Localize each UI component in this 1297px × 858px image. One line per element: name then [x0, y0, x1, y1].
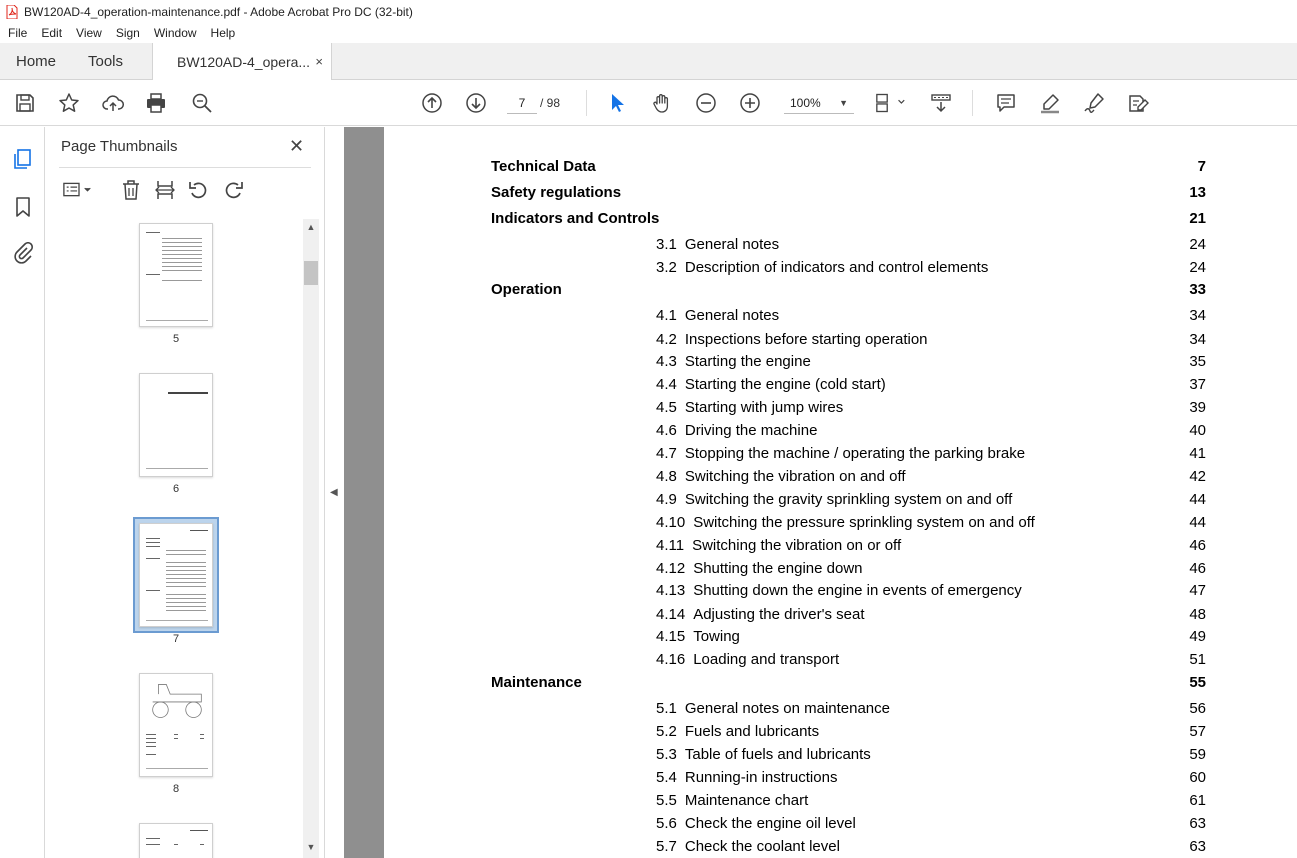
toc-section-number: 5.5: [656, 792, 677, 809]
toc-section-title: [656, 235, 779, 255]
tab-close-icon[interactable]: ×: [315, 54, 323, 69]
thumbnail-page-label: 6: [172, 483, 180, 495]
save-icon[interactable]: [13, 91, 37, 115]
scroll-down-icon[interactable]: ▼: [306, 842, 316, 852]
toc-section-number: 4.13: [656, 582, 686, 599]
toc-section-title: [656, 791, 808, 811]
menu-file[interactable]: File: [8, 26, 28, 40]
select-cursor-icon[interactable]: [606, 91, 630, 115]
toc-page-number: 39: [1189, 399, 1206, 416]
toc-section-number: 5.4: [656, 769, 677, 786]
toc-title-text: General notes: [684, 307, 780, 324]
upload-cloud-icon[interactable]: [101, 91, 125, 115]
toc-page-number: 41: [1189, 445, 1206, 462]
toc-page-number: 51: [1189, 651, 1206, 668]
zoom-level-select[interactable]: [784, 92, 854, 114]
toc-title-text: Table of fuels and lubricants: [684, 746, 871, 763]
toc-page-number: 33: [1189, 281, 1206, 298]
highlight-pen-icon[interactable]: [1038, 91, 1062, 115]
bookmark-star-icon[interactable]: [57, 91, 81, 115]
toc-title-text: Shutting down the engine in events of emergency: [693, 582, 1022, 599]
toc-chapter-title: [491, 209, 659, 229]
toc-section-row[interactable]: [491, 837, 1206, 857]
toc-section-number: 5.1: [656, 700, 677, 717]
toc-page-number: 59: [1189, 746, 1206, 763]
toc-section-title: [656, 536, 901, 556]
toc-title-text: General notes on maintenance: [684, 700, 890, 717]
toc-section-row[interactable]: [491, 421, 1206, 441]
toc-section-title: [656, 768, 837, 788]
toc-title-text: Starting with jump wires: [684, 399, 844, 416]
toc-section-title: [656, 490, 1012, 510]
toc-section-title: [656, 650, 839, 670]
toc-title-text: Shutting the engine down: [693, 560, 863, 577]
toc-page-number: 34: [1189, 307, 1206, 324]
toc-chapter-row[interactable]: [491, 280, 1206, 300]
thumbnail-page[interactable]: [139, 823, 213, 858]
toc-section-number: 4.4: [656, 376, 677, 393]
tab-document[interactable]: [152, 43, 332, 80]
insert-page-icon[interactable]: [153, 178, 177, 202]
toc-section-row[interactable]: [491, 235, 1206, 255]
toc-section-title: [656, 513, 1035, 533]
toc-page-number: 34: [1189, 331, 1206, 348]
tab-tools[interactable]: Tools: [88, 52, 124, 70]
toc-title-text: Running-in instructions: [684, 769, 838, 786]
toc-section-row[interactable]: [491, 722, 1206, 742]
rotate-clockwise-icon[interactable]: [221, 178, 245, 202]
close-icon[interactable]: ✕: [289, 136, 305, 156]
toc-page-number: 60: [1189, 769, 1206, 786]
toc-section-row[interactable]: [491, 559, 1206, 579]
title-bar: [0, 0, 1297, 23]
scrolling-mode-icon[interactable]: [929, 91, 953, 115]
previous-page-icon[interactable]: [420, 91, 444, 115]
menu-help[interactable]: Help: [210, 26, 236, 40]
toc-page-number: 57: [1189, 723, 1206, 740]
toc-section-number: 4.16: [656, 651, 686, 668]
toc-section-number: 4.9: [656, 491, 677, 508]
toc-section-number: 4.12: [656, 560, 686, 577]
toc-section-row[interactable]: [491, 352, 1206, 372]
toc-section-row[interactable]: [491, 444, 1206, 464]
pdf-page: [384, 127, 1297, 858]
toc-page-number: 44: [1189, 514, 1206, 531]
toc-section-number: 5.3: [656, 746, 677, 763]
thumbnail-page[interactable]: [139, 223, 213, 327]
toc-page-number: 46: [1189, 537, 1206, 554]
toc-title-text: Technical Data: [491, 158, 596, 175]
toc-section-number: 5.2: [656, 723, 677, 740]
toc-title-text: Towing: [693, 628, 740, 645]
rotate-counterclockwise-icon[interactable]: [187, 178, 211, 202]
toc-chapter-title: [491, 280, 562, 300]
toc-section-title: [656, 699, 890, 719]
zoom-in-icon[interactable]: [738, 91, 762, 115]
toc-chapter-row[interactable]: [491, 209, 1206, 229]
toc-title-text: Driving the machine: [684, 422, 818, 439]
zoom-search-icon[interactable]: [190, 91, 214, 115]
toc-section-title: [656, 837, 840, 857]
chevron-down-icon: ▼: [839, 98, 848, 108]
toc-section-title: [656, 605, 865, 625]
thumbnail-page-label: 8: [172, 783, 180, 795]
toc-title-text: Check the engine oil level: [684, 815, 856, 832]
thumbnail-page-label: 5: [172, 333, 180, 345]
pdf-file-icon: [6, 5, 18, 19]
toc-title-text: Maintenance: [491, 674, 582, 691]
toc-section-row[interactable]: [491, 398, 1206, 418]
thumbnail-list: [45, 219, 307, 858]
zoom-level-value: 100%: [790, 96, 821, 110]
fill-sign-icon[interactable]: [1126, 91, 1150, 115]
page-total: / 98: [540, 96, 561, 110]
toc-page-number: 37: [1189, 376, 1206, 393]
toc-section-number: 5.6: [656, 815, 677, 832]
collapse-panel-arrow-icon[interactable]: ◀: [330, 487, 338, 498]
toc-section-number: 4.14: [656, 606, 686, 623]
toc-title-text: General notes: [684, 236, 780, 253]
toc-section-row[interactable]: [491, 258, 1206, 278]
print-icon[interactable]: [144, 91, 168, 115]
toc-section-number: 4.7: [656, 445, 677, 462]
toc-section-row[interactable]: [491, 699, 1206, 719]
toc-section-title: [656, 421, 817, 441]
tab-home[interactable]: Home: [16, 52, 57, 70]
page-thumbnails-panel: [45, 127, 324, 858]
toc-title-text: Check the coolant level: [684, 838, 840, 855]
page-thumbnails-icon[interactable]: [11, 147, 35, 171]
delete-trash-icon[interactable]: [119, 178, 143, 202]
toc-section-title: [656, 467, 906, 487]
toc-page-number: 46: [1189, 560, 1206, 577]
toc-section-row[interactable]: [491, 605, 1206, 625]
toc-page-number: 49: [1189, 628, 1206, 645]
toc-title-text: Safety regulations: [491, 184, 622, 201]
hand-tool-icon[interactable]: [650, 91, 674, 115]
toc-section-number: 4.3: [656, 353, 677, 370]
menu-edit[interactable]: Edit: [41, 26, 63, 40]
scroll-up-icon[interactable]: ▲: [306, 222, 316, 232]
toc-section-title: [656, 581, 1022, 601]
toc-chapter-row[interactable]: [491, 183, 1206, 203]
toc-section-row[interactable]: [491, 627, 1206, 647]
toc-section-number: 4.15: [656, 628, 686, 645]
toc-section-number: 3.2: [656, 259, 677, 276]
toc-title-text: Starting the engine: [684, 353, 811, 370]
bookmarks-icon[interactable]: [11, 195, 35, 219]
toc-section-number: 4.8: [656, 468, 677, 485]
toc-section-number: 4.10: [656, 514, 686, 531]
toc-section-number: 4.2: [656, 331, 677, 348]
thumbnail-scrollbar[interactable]: [303, 219, 319, 858]
toc-section-title: [656, 375, 886, 395]
toc-section-row[interactable]: [491, 306, 1206, 326]
toc-section-row[interactable]: [491, 581, 1206, 601]
toc-section-title: [656, 745, 871, 765]
toolbar-separator: [586, 90, 587, 116]
toc-title-text: Starting the engine (cold start): [684, 376, 886, 393]
toc-title-text: Description of indicators and control elements: [684, 259, 989, 276]
toc-title-text: Switching the pressure sprinkling system on and off: [693, 514, 1035, 531]
toc-page-number: 13: [1189, 184, 1206, 201]
toc-section-row[interactable]: [491, 513, 1206, 533]
toc-title-text: Switching the gravity sprinkling system on and off: [684, 491, 1013, 508]
toc-section-row[interactable]: [491, 814, 1206, 834]
toc-chapter-title: [491, 673, 582, 693]
main-toolbar: [0, 80, 1297, 126]
toc-title-text: Stopping the machine / operating the parking brake: [684, 445, 1026, 462]
panel-title: Page Thumbnails: [61, 138, 178, 155]
thumbnail-page-label: 7: [172, 633, 180, 645]
toc-section-row[interactable]: [491, 768, 1206, 788]
toc-page-number: 63: [1189, 815, 1206, 832]
document-view[interactable]: [344, 127, 1297, 858]
page-number-input[interactable]: 7: [507, 92, 537, 114]
toc-section-title: [656, 814, 856, 834]
toc-title-text: Maintenance chart: [684, 792, 809, 809]
page-display-icon[interactable]: [873, 91, 909, 115]
machine-drawing-thumbnail: [141, 680, 213, 720]
toc-section-row[interactable]: [491, 490, 1206, 510]
tab-bar: [0, 43, 1297, 80]
toc-chapter-title: [491, 157, 596, 177]
toc-title-text: Inspections before starting operation: [684, 331, 928, 348]
toc-page-number: 56: [1189, 700, 1206, 717]
toc-title-text: Operation: [491, 281, 562, 298]
thumbnail-page-selected[interactable]: [139, 523, 213, 627]
window-title: BW120AD-4_operation-maintenance.pdf - Adobe Acrobat Pro DC (32-bit): [24, 4, 413, 19]
toc-page-number: 21: [1189, 210, 1206, 227]
toc-chapter-row[interactable]: [491, 157, 1206, 177]
toc-chapter-title: [491, 183, 621, 203]
toc-page-number: 7: [1197, 158, 1206, 175]
toc-title-text: Switching the vibration on and off: [684, 468, 906, 485]
toc-title-text: Fuels and lubricants: [684, 723, 820, 740]
toc-section-row[interactable]: [491, 791, 1206, 811]
toc-section-title: [656, 627, 740, 647]
thumbnail-page[interactable]: [139, 673, 213, 777]
toc-section-number: 4.11: [656, 537, 685, 554]
toc-section-row[interactable]: [491, 375, 1206, 395]
toc-section-title: [656, 559, 863, 579]
menu-bar: [0, 23, 1297, 43]
tab-document-label: BW120AD-4_opera...: [177, 53, 311, 70]
sign-icon[interactable]: [1082, 91, 1106, 115]
panel-divider: [59, 167, 311, 168]
toc-chapter-row[interactable]: [491, 673, 1206, 693]
toc-section-title: [656, 722, 819, 742]
scrollbar-thumb[interactable]: [304, 261, 318, 285]
toc-page-number: 47: [1189, 582, 1206, 599]
toc-page-number: 48: [1189, 606, 1206, 623]
toc-section-row[interactable]: [491, 745, 1206, 765]
zoom-out-icon[interactable]: [694, 91, 718, 115]
toc-page-number: 44: [1189, 491, 1206, 508]
toc-section-number: 3.1: [656, 236, 677, 253]
menu-sign[interactable]: Sign: [115, 26, 140, 40]
toc-title-text: Adjusting the driver's seat: [693, 606, 865, 623]
toc-section-title: [656, 330, 928, 350]
toc-page-number: 35: [1189, 353, 1206, 370]
toc-page-number: 55: [1189, 674, 1206, 691]
next-page-icon[interactable]: [464, 91, 488, 115]
toc-page-number: 42: [1189, 468, 1206, 485]
toc-section-title: [656, 306, 779, 326]
toc-section-number: 4.6: [656, 422, 677, 439]
toc-section-row[interactable]: [491, 650, 1206, 670]
toc-section-number: 4.1: [656, 307, 677, 324]
toolbar-separator: [972, 90, 973, 116]
attachments-paperclip-icon[interactable]: [11, 241, 35, 265]
toc-title-text: Indicators and Controls: [491, 210, 660, 227]
toc-page-number: 40: [1189, 422, 1206, 439]
toc-page-number: 61: [1189, 792, 1206, 809]
toc-page-number: 24: [1189, 236, 1206, 253]
toc-section-row[interactable]: [491, 536, 1206, 556]
thumbnail-page[interactable]: [139, 373, 213, 477]
toc-section-row[interactable]: [491, 467, 1206, 487]
toc-section-title: [656, 352, 811, 372]
toc-page-number: 63: [1189, 838, 1206, 855]
toc-title-text: Loading and transport: [693, 651, 840, 668]
panel-collapse-gutter[interactable]: [324, 127, 344, 858]
toc-section-title: [656, 444, 1025, 464]
toc-title-text: Switching the vibration on or off: [692, 537, 902, 554]
toc-section-title: [656, 258, 988, 278]
options-menu-icon[interactable]: [61, 178, 97, 202]
comment-icon[interactable]: [994, 91, 1018, 115]
left-navigation-rail: [0, 127, 45, 858]
toc-page-number: 24: [1189, 259, 1206, 276]
menu-view[interactable]: View: [76, 26, 102, 40]
toc-section-number: 5.7: [656, 838, 677, 855]
toc-section-row[interactable]: [491, 330, 1206, 350]
menu-window[interactable]: Window: [153, 26, 197, 40]
toc-section-title: [656, 398, 843, 418]
toc-section-number: 4.5: [656, 399, 677, 416]
